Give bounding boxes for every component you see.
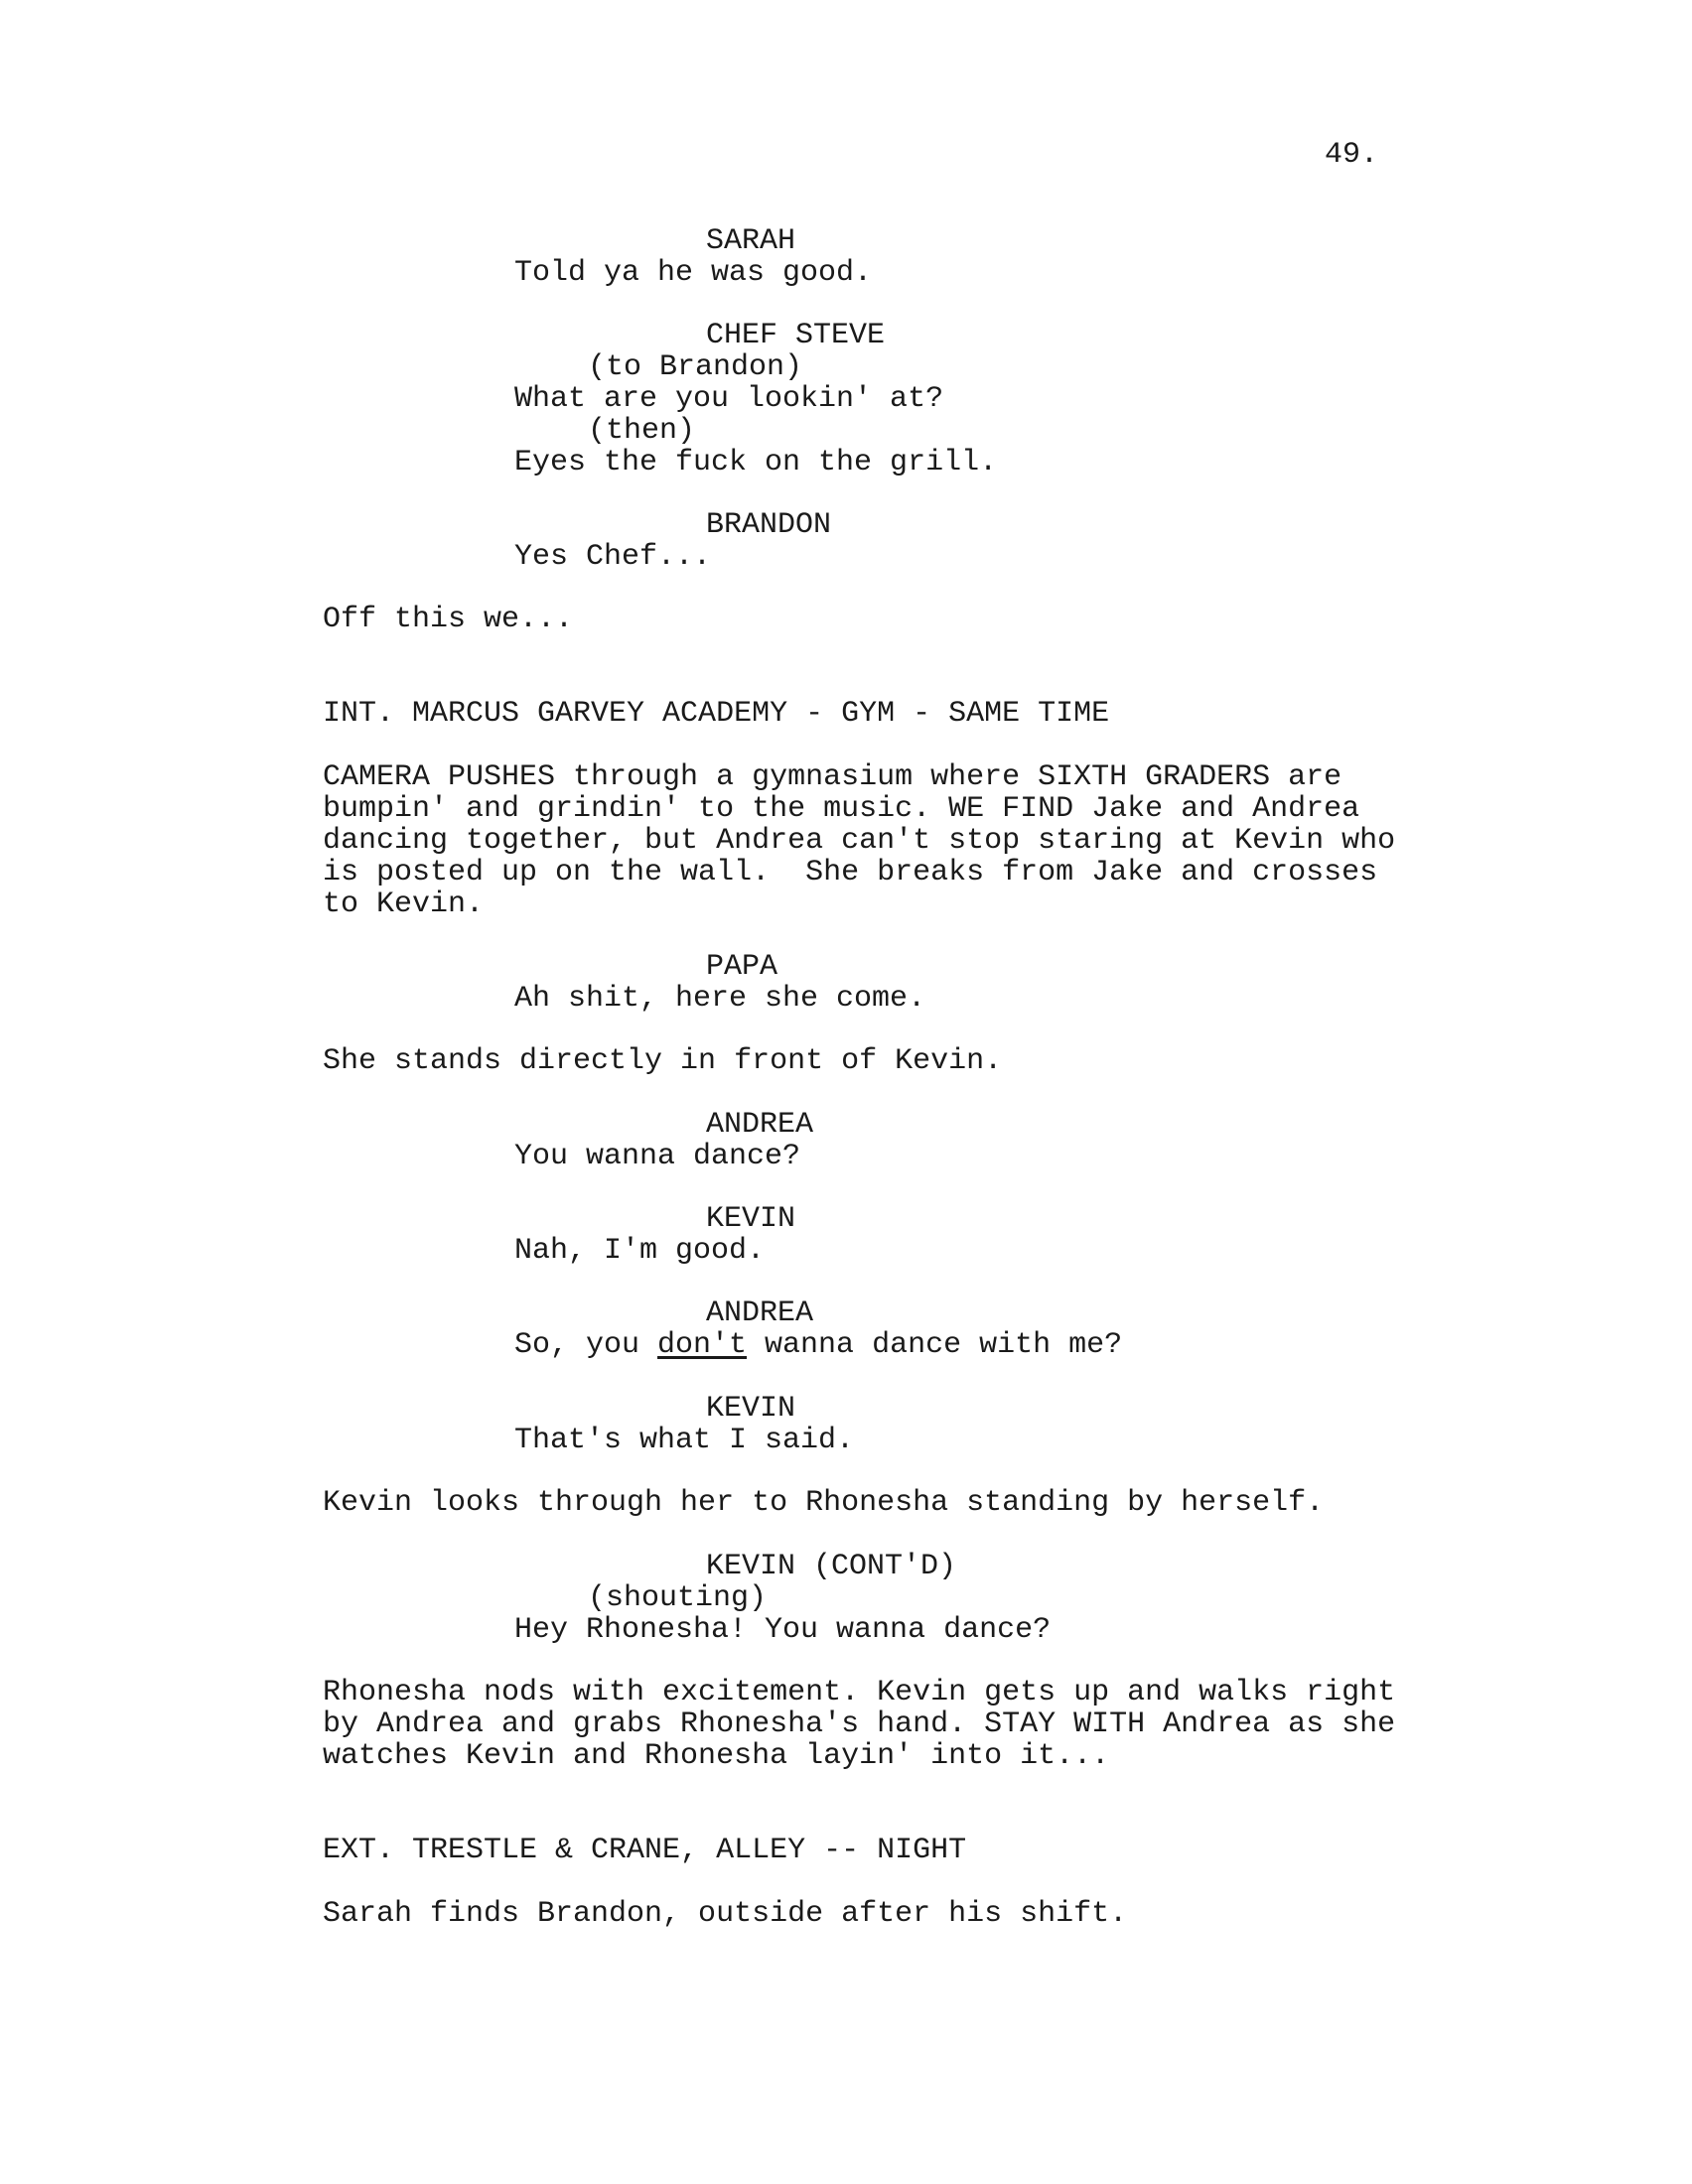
dialogue-line: That's what I said. bbox=[514, 1424, 855, 1457]
action-line: She stands directly in front of Kevin. bbox=[323, 1044, 1003, 1078]
dialogue-line: Hey Rhonesha! You wanna dance? bbox=[514, 1613, 1052, 1647]
underlined-word: don't bbox=[657, 1328, 748, 1362]
dialogue-line: You wanna dance? bbox=[514, 1140, 801, 1173]
parenthetical: (then) bbox=[588, 414, 696, 448]
action-line: Sarah finds Brandon, outside after his shift. bbox=[323, 1897, 1128, 1931]
action-line: by Andrea and grabs Rhonesha's hand. STAY WITH Andrea as she bbox=[323, 1707, 1396, 1741]
character-name: ANDREA bbox=[706, 1297, 814, 1330]
page-number: 49. bbox=[1325, 138, 1379, 172]
dialogue-line: Eyes the fuck on the grill. bbox=[514, 446, 998, 479]
character-name: CHEF STEVE bbox=[706, 319, 886, 352]
dialogue-line: Ah shit, here she come. bbox=[514, 982, 926, 1016]
dialogue-line: What are you lookin' at? bbox=[514, 382, 944, 416]
action-line: watches Kevin and Rhonesha layin' into it... bbox=[323, 1739, 1110, 1773]
action-line: bumpin' and grindin' to the music. WE FIND Jake and Andrea bbox=[323, 792, 1360, 826]
action-line: to Kevin. bbox=[323, 887, 485, 921]
dialogue-pre: So, you bbox=[514, 1328, 658, 1362]
action-line: Rhonesha nods with excitement. Kevin gets up and walks right bbox=[323, 1676, 1396, 1709]
dialogue-line bbox=[514, 1329, 1122, 1361]
dialogue-post: wanna dance with me? bbox=[747, 1328, 1123, 1362]
character-name: KEVIN bbox=[706, 1392, 796, 1426]
character-name: KEVIN (CONT'D) bbox=[706, 1550, 957, 1583]
action-line: is posted up on the wall. She breaks from Jake and crosses bbox=[323, 856, 1378, 889]
character-name: ANDREA bbox=[706, 1108, 814, 1142]
scene-heading: EXT. TRESTLE & CRANE, ALLEY -- NIGHT bbox=[323, 1834, 967, 1867]
dialogue-line: Told ya he was good. bbox=[514, 256, 873, 290]
character-name: PAPA bbox=[706, 950, 778, 984]
scene-heading: INT. MARCUS GARVEY ACADEMY - GYM - SAME TIME bbox=[323, 697, 1110, 731]
action-line: dancing together, but Andrea can't stop staring at Kevin who bbox=[323, 824, 1396, 858]
parenthetical: (shouting) bbox=[588, 1581, 768, 1615]
dialogue-line: Yes Chef... bbox=[514, 540, 712, 574]
action-line: Kevin looks through her to Rhonesha standing by herself. bbox=[323, 1486, 1325, 1520]
action-line: Off this we... bbox=[323, 603, 574, 636]
character-name: SARAH bbox=[706, 224, 796, 258]
dialogue-line: Nah, I'm good. bbox=[514, 1234, 766, 1268]
character-name: KEVIN bbox=[706, 1202, 796, 1236]
character-name: BRANDON bbox=[706, 508, 832, 542]
parenthetical: (to Brandon) bbox=[588, 350, 803, 384]
action-line: CAMERA PUSHES through a gymnasium where SIXTH GRADERS are bbox=[323, 760, 1342, 794]
